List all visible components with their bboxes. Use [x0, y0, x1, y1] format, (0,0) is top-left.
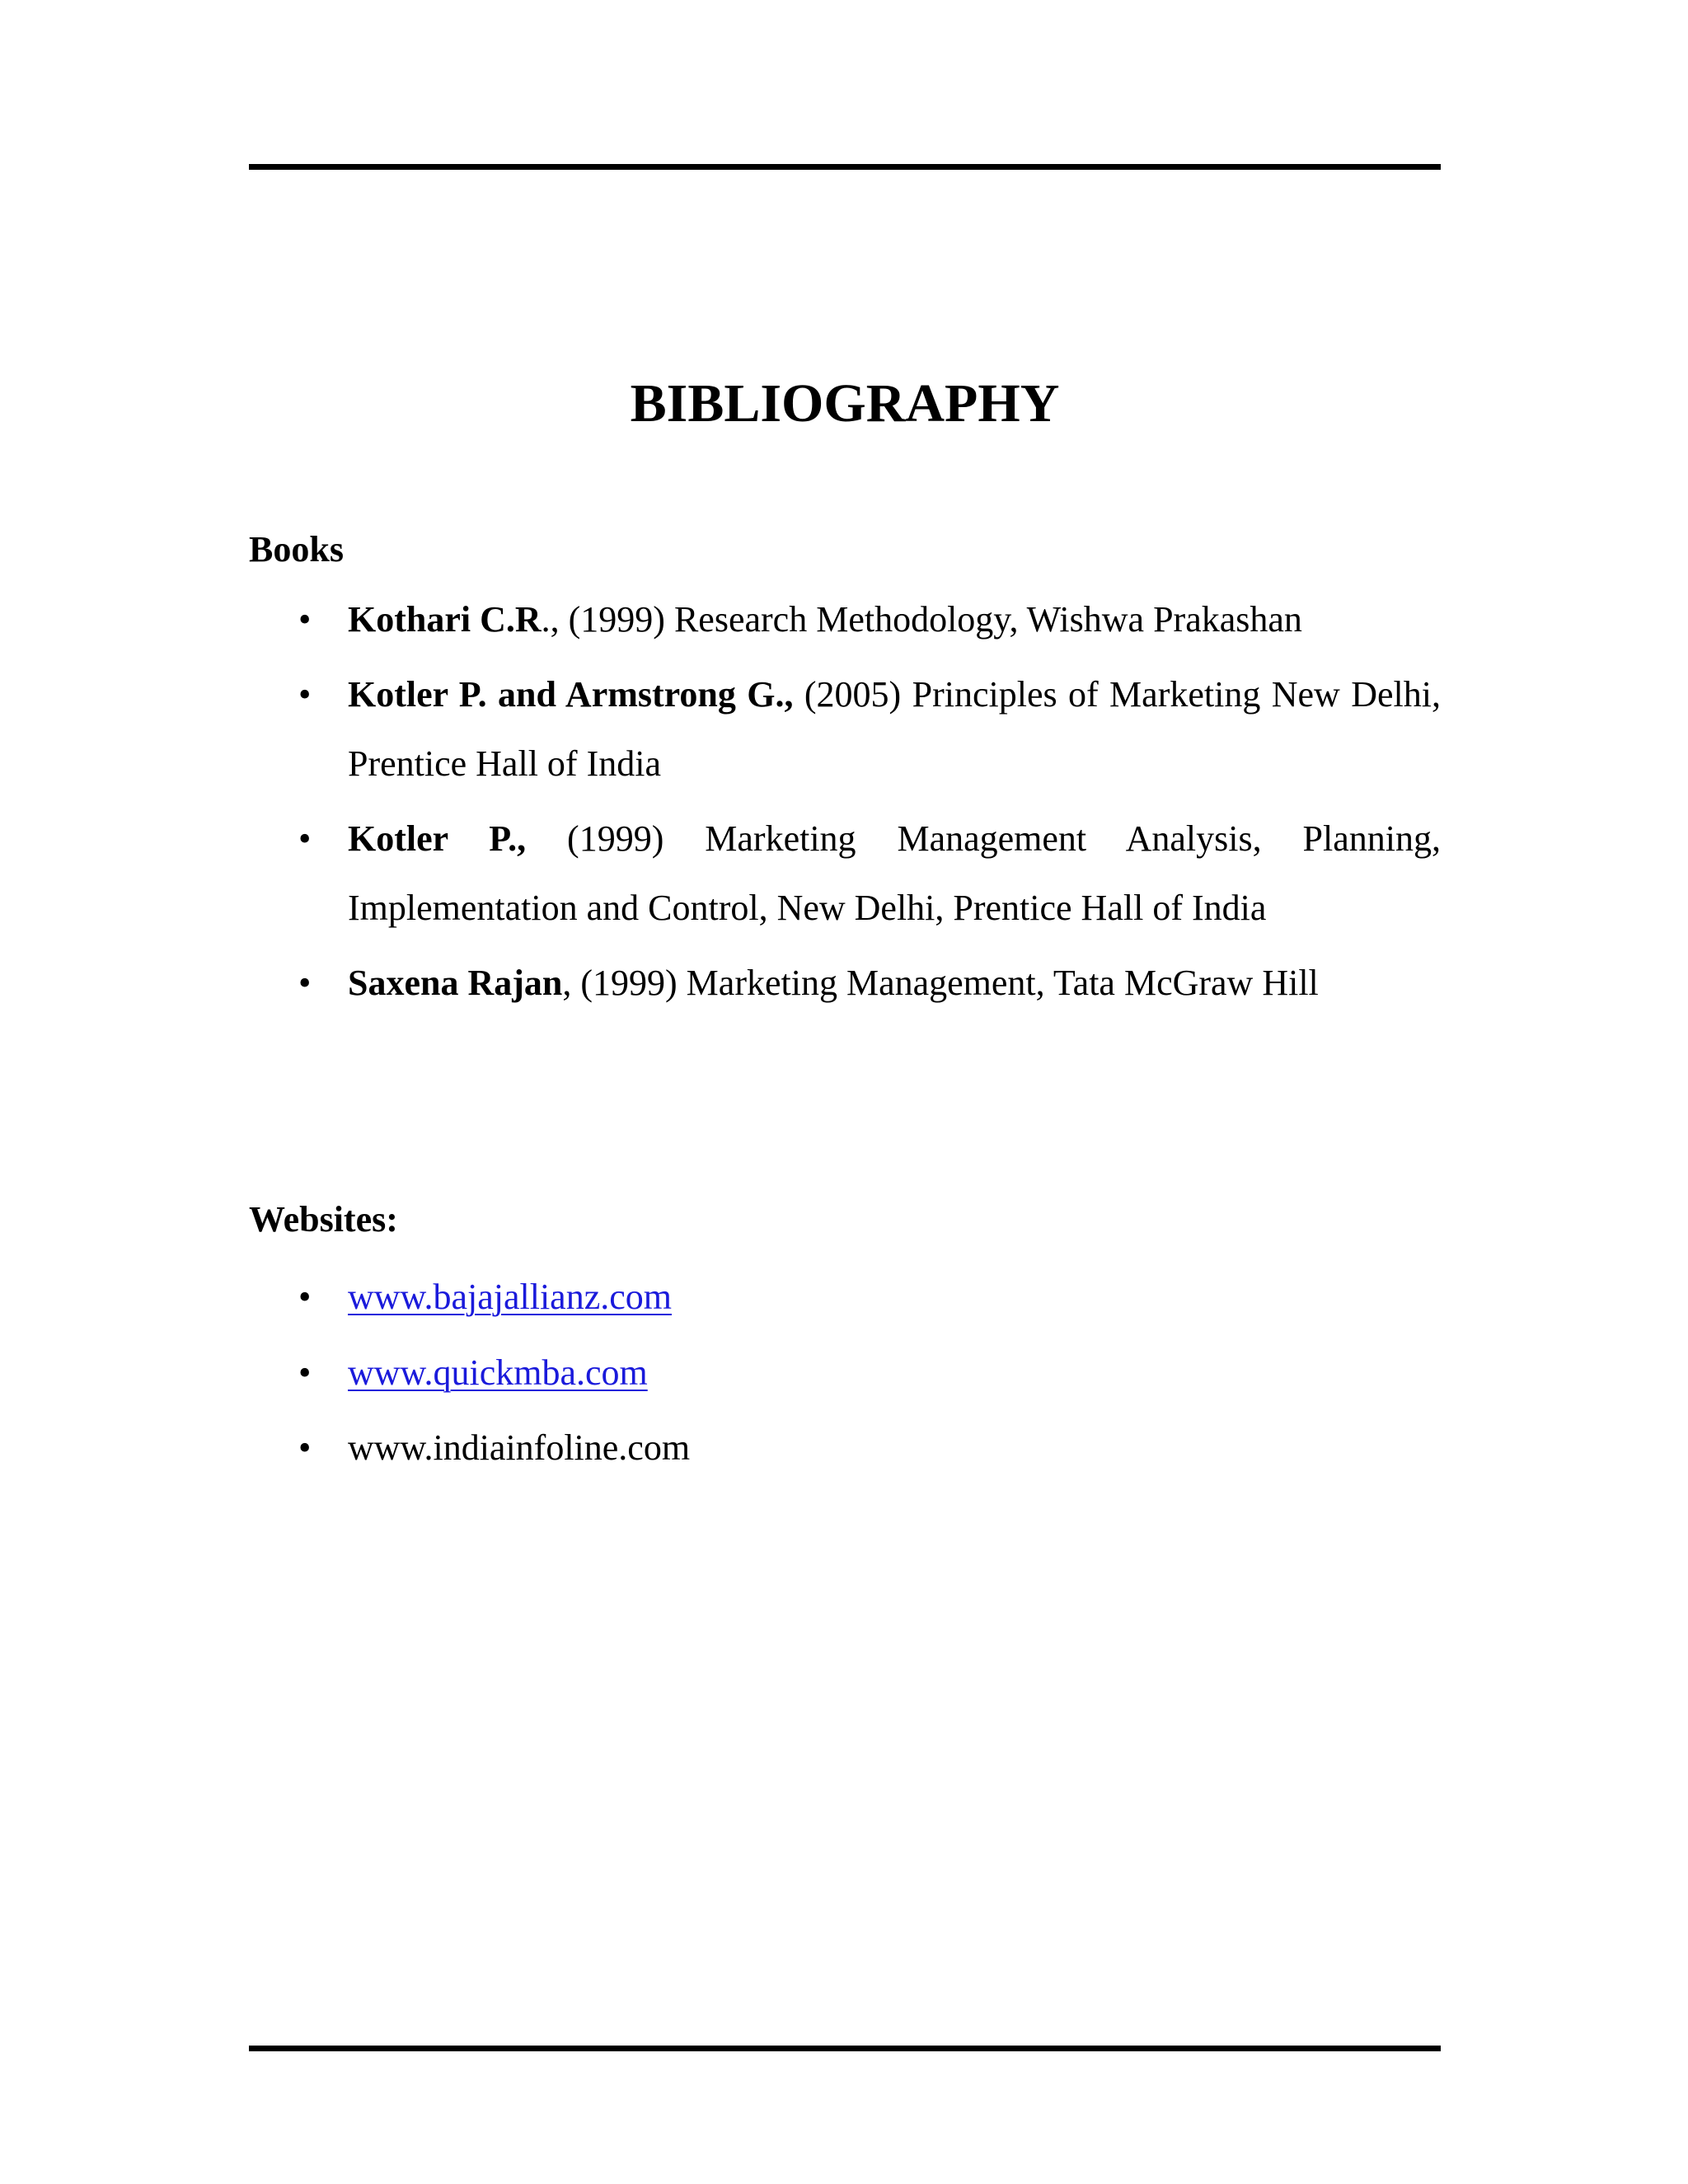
book-details: (1999) Marketing Management Analysis, Planning, Implementation and Control, New Delhi, Prentice Hall of India: [348, 818, 1441, 928]
book-details: (2005) Principles of Marketing New Delhi, Prentice Hall of India: [348, 673, 1441, 784]
website-entry: [249, 1263, 1441, 1333]
books-heading: Books: [249, 529, 344, 569]
bottom-rule: [249, 2046, 1441, 2051]
website-link-quickmba[interactable]: www.quickmba.com: [348, 1352, 648, 1393]
top-rule: [249, 164, 1441, 170]
website-entry: [249, 1338, 1441, 1408]
book-author: Kothari C.R: [348, 599, 542, 640]
bullet-icon: •: [298, 1277, 312, 1317]
book-details: ., (1999) Research Methodology, Wishwa Prakashan: [541, 599, 1302, 640]
book-author: Kotler P. and Armstrong G.,: [348, 673, 794, 715]
bullet-icon: •: [298, 599, 312, 640]
books-list: [249, 585, 1441, 1023]
book-details: , (1999) Marketing Management, Tata McGraw Hill: [562, 962, 1319, 1003]
book-entry: [249, 949, 1441, 1019]
page-title: BIBLIOGRAPHY: [630, 373, 1060, 434]
bullet-icon: •: [298, 673, 312, 715]
bullet-icon: •: [298, 962, 312, 1003]
book-author: Saxena Rajan: [348, 962, 563, 1003]
website-entry: [249, 1413, 1441, 1483]
book-entry: [249, 804, 1441, 944]
book-entry: [249, 585, 1441, 655]
bullet-icon: •: [298, 1427, 312, 1468]
book-author: Kotler P.,: [348, 818, 527, 859]
bullet-icon: •: [298, 818, 312, 859]
book-entry: [249, 660, 1441, 799]
websites-heading: Websites:: [249, 1199, 398, 1240]
websites-list: [249, 1263, 1441, 1489]
bullet-icon: •: [298, 1352, 312, 1393]
website-text-indiainfoline: www.indiainfoline.com: [348, 1427, 691, 1468]
website-link-bajajallianz[interactable]: www.bajajallianz.com: [348, 1277, 672, 1317]
